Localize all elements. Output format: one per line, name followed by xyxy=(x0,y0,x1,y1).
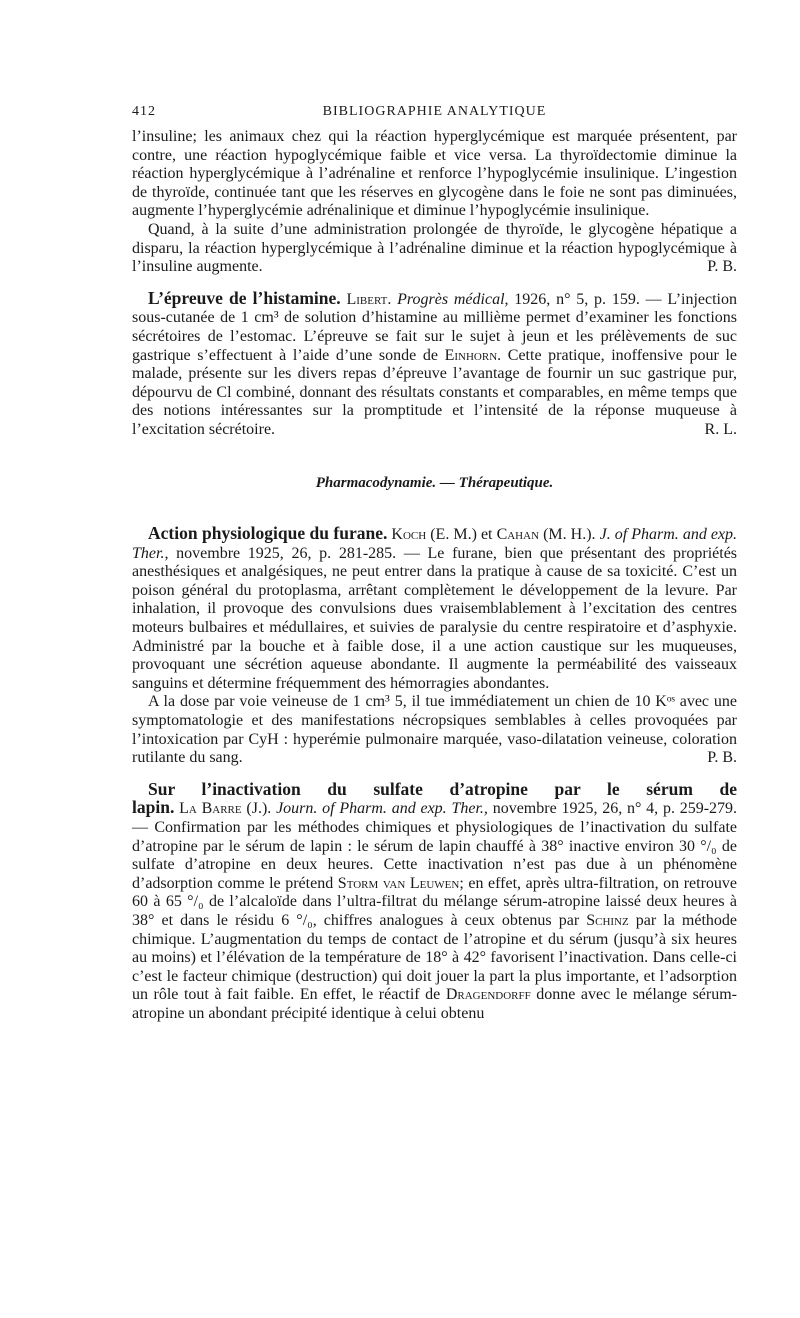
reference: novembre 1925, 26, p. 281-285. xyxy=(176,544,397,562)
author-initials: (J.). xyxy=(246,800,272,818)
cited-name: Dragendorff xyxy=(445,986,531,1004)
signature: R. L. xyxy=(704,420,737,438)
abstract-furane xyxy=(132,524,737,693)
page-header xyxy=(132,104,737,120)
article-title: L’épreuve de l’histamine. xyxy=(148,287,341,308)
running-title: BIBLIOGRAPHIE ANALYTIQUE xyxy=(322,104,547,119)
author: Koch xyxy=(391,526,427,544)
article-title: Sur l’inactivation du sulfate d’atropine par le sérum de xyxy=(148,778,737,799)
abstract-text: A la dose par voie veineuse de 1 cm³ 5, il tue immédiatement un chien de 10 Kᵒˢ avec une symptomatologie et des manifestations nécropsiques semblables à celles provoquées par l’intoxication par CyH : hyperémie pulmonaire marquée, vaso-dilatation veineuse, coloration rutilante du sang. xyxy=(132,693,737,767)
author: Libert. xyxy=(346,290,392,308)
abstract-text: — Le furane, bien que présentant des propriétés anesthésiques et analgésiques, ne peut entrer dans la pratique à cause de sa toxicité. C’est un poison général du protoplasma, arrêtant complètement le développement de la levure. Par inhalation, il provoque des convulsions dues vraisemblablement à l’excitation des centres moteurs bulbaires et médullaires, et suivies de paralysie du centre respiratoire et d’asphyxie. Administré par la bouche et à faible dose, il a une action caustique sur les muqueuses, provoquant une sécrétion aqueuse abondante. Il augmente la perméabilité des vaisseaux sanguins et détermine fréquemment des hémorragies abondantes. xyxy=(132,544,738,692)
signature: P. B. xyxy=(707,749,737,767)
article-title-end: lapin. xyxy=(132,797,175,818)
abstract-atropine xyxy=(132,798,737,1023)
signature: P. B. xyxy=(707,258,737,276)
cited-name: Einhorn. xyxy=(444,346,502,364)
abstract-text: donne avec le mélange sérum-atropine un abondant précipité identique à celui obtenu xyxy=(132,986,738,1022)
author-initials: (E. M.) et xyxy=(430,526,493,544)
paragraph xyxy=(132,693,737,767)
abstract-text: — L’injection sous-cutanée de 1 cm³ de solution d’histamine au millième permet d’examiner les fonctions sécrétoires de l’estomac. L’épreuve se fait sur le sujet à jeun et les prélèvements de suc gastrique s’effectuent à l’aide d’une sonde de xyxy=(132,290,738,364)
author-initials: (M. H.). xyxy=(543,526,596,544)
paragraph xyxy=(132,221,737,277)
page-number: 412 xyxy=(132,104,156,119)
article-title: Action physiologique du furane. xyxy=(148,523,388,544)
journal: Progrès médical, xyxy=(397,290,509,308)
reference: 1926, n° 5, p. 159. xyxy=(514,290,640,308)
journal: Journ. of Pharm. and exp. Ther., xyxy=(276,800,488,818)
author: Cahan xyxy=(496,526,540,544)
paragraph: l’insuline; les animaux chez qui la réaction hyperglycémique est marquée présentent, par contre, une réaction hypoglycémique faible et vice versa. La thyroïdectomie diminue la réaction hyperglycémique à l’adrénaline et renforce l’hypoglycémie insulinique. L’ingestion de thyroïde, continuée tant que les réserves en glycogène dans le foie ne sont pas diminuées, augmente l’hyperglycémie adrénalinique et diminue l’hypoglycémie insulinique. xyxy=(132,128,737,220)
page xyxy=(132,104,737,1024)
cited-name: Storm van Leuwen; xyxy=(337,874,464,892)
abstract-text: par la méthode chimique. L’augmentation du temps de contact de l’atropine et du sérum (jusqu’à six heures au moins) et l’élévation de la température de 18° à 42° favorisent l’inactivation. Dans celle-ci c’est le facteur chimique (destruction) qui doit jouer la part la plus importante, et l’adsorption un rôle tout à fait faible. En effet, le réactif de xyxy=(132,911,737,1004)
section-title: Pharmacodynamie. — Thérapeutique. xyxy=(315,474,554,491)
reference: novembre 1925, 26, n° 4, p. 259-279. xyxy=(492,800,738,818)
abstract-text: — Confirmation par les méthodes chimiques et physiologiques de l’inactivation du sulfate d’atropine par le sérum de lapin : le sérum de lapin chauffé à 38° inactive environ 30 °/₀ de sulfate d’atropine en deux heures. Cette inactivation n’est pas due à un phénomène d’adsorption comme le prétend xyxy=(132,819,737,892)
cited-name: Schinz xyxy=(586,911,629,929)
abstract-histamine xyxy=(132,289,737,440)
article-body xyxy=(132,128,737,1024)
paragraph-text: Quand, à la suite d’une administration prolongée de thyroïde, le glycogène hépatique a disparu, la réaction hyperglycémique à l’adrénaline diminue et la réaction hypoglycémique à l’insuline augmente. xyxy=(132,220,737,276)
author: La Barre xyxy=(179,800,242,818)
abstract-text: Cette pratique, inoffensive pour le malade, présente sur les divers repas d’épreuve l’avantage de fournir un suc gastrique pur, dépourvu de Cl combiné, donnant des résultats constants et comparables, en même temps que des notions intéressantes sur la promptitude et l’intensité de la réponse muqueuse à l’excitation sécrétoire. xyxy=(132,346,738,438)
abstract-text: en effet, après ultra-filtration, on retrouve 60 à 65 °/₀ de l’alcaloïde dans l’ultra-filtrat du mélange sérum-atropine laissé deux heures à 38° et dans le résidu 6 °/₀, chiffres analogues à ceux obtenus par xyxy=(132,874,738,929)
journal: J. of Pharm. and exp. Ther., xyxy=(132,526,738,562)
